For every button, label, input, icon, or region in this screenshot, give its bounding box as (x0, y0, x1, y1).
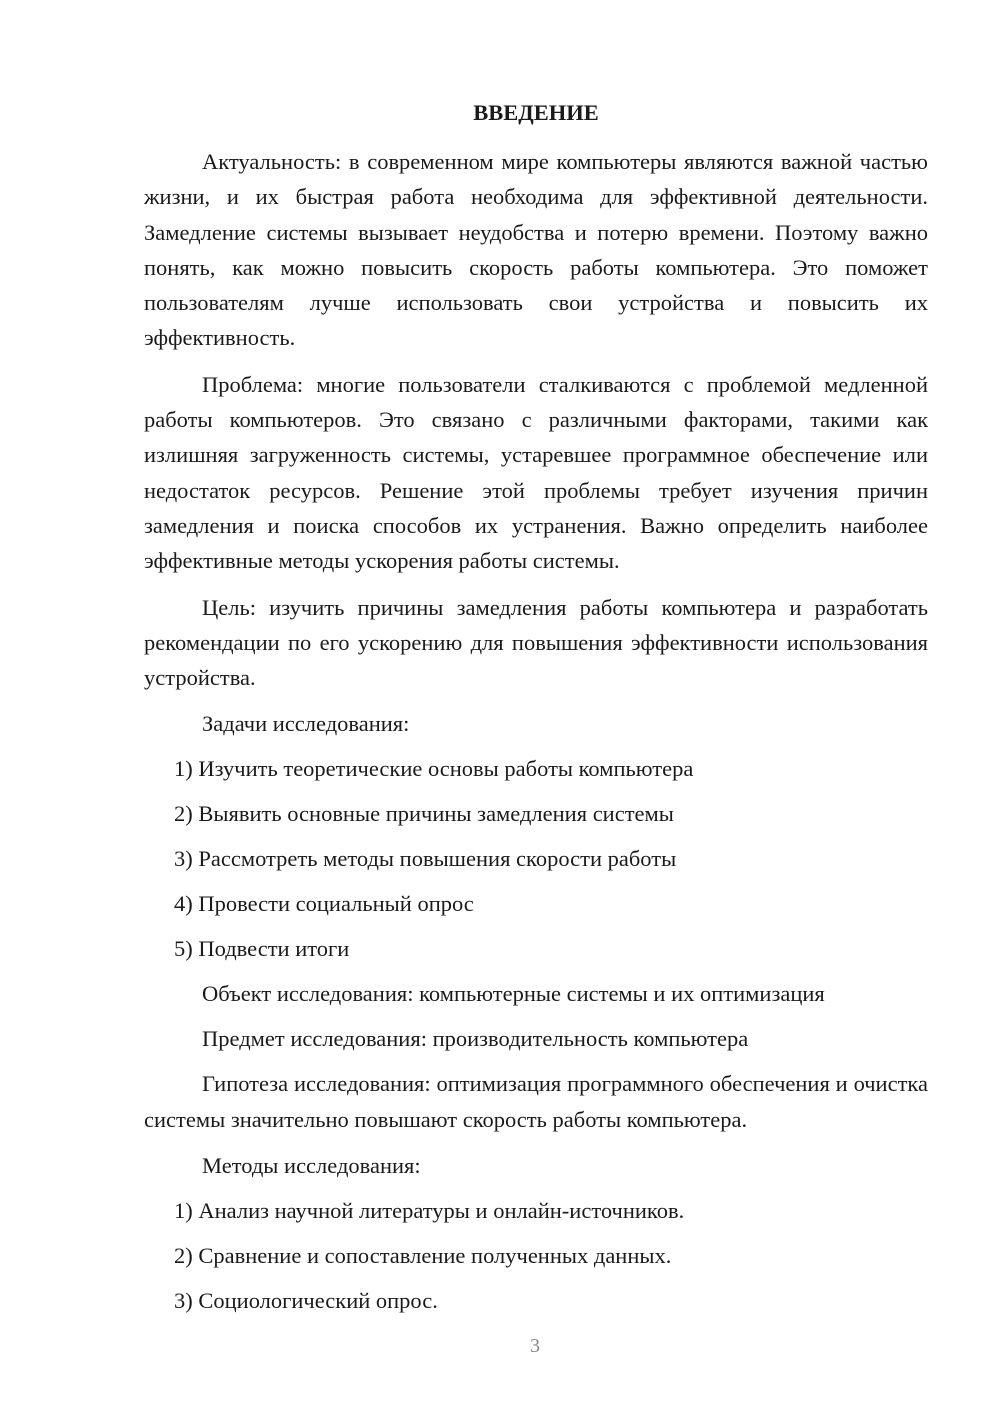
hypothesis-paragraph: Гипотеза исследования: оптимизация программного обеспечения и очистка системы значительно повышают скорость работы компьютера. (144, 1071, 928, 1132)
task-item: 2) Выявить основные причины замедления системы (174, 801, 674, 827)
research-object: Объект исследования: компьютерные системы и их оптимизация (202, 981, 825, 1007)
task-item: 4) Провести социальный опрос (174, 891, 474, 917)
page-content (144, 95, 928, 1328)
problem-paragraph: Проблема: многие пользователи сталкиваются с проблемой медленной работы компьютеров. Это связано с различными факторами, такими как излишняя загруженность системы, устаревшее программное обеспечение или недостаток ресурсов. Решение этой проблемы требует изучения причин замедления и поиска способов их устранения. Важно определить наиболее эффективные методы ускорения работы системы. (144, 371, 928, 574)
task-item: 1) Изучить теоретические основы работы компьютера (174, 756, 694, 782)
method-item: 3) Социологический опрос. (174, 1288, 438, 1314)
goal-paragraph: Цель: изучить причины замедления работы компьютера и разработать рекомендации по его ускорению для повышения эффективности использования устройства. (144, 594, 928, 691)
task-item: 5) Подвести итоги (174, 936, 350, 962)
method-item: 2) Сравнение и сопоставление полученных данных. (174, 1243, 672, 1269)
research-subject: Предмет исследования: производительность компьютера (202, 1026, 749, 1052)
methods-heading: Методы исследования: (202, 1153, 421, 1179)
task-item: 3) Рассмотреть методы повышения скорости работы (174, 846, 677, 872)
method-item: 1) Анализ научной литературы и онлайн-источников. (174, 1198, 685, 1224)
relevance-paragraph: Актуальность: в современном мире компьютеры являются важной частью жизни, и их быстрая работа необходима для эффективной деятельности. Замедление системы вызывает неудобства и потерю времени. Поэтому важно понять, как можно повысить скорость работы компьютера. Это поможет пользователям лучше использовать свои устройства и повысить их эффективность. (144, 149, 928, 351)
section-title: ВВЕДЕНИЕ (473, 100, 599, 125)
tasks-heading: Задачи исследования: (202, 711, 410, 737)
page-number: 3 (530, 1335, 540, 1357)
